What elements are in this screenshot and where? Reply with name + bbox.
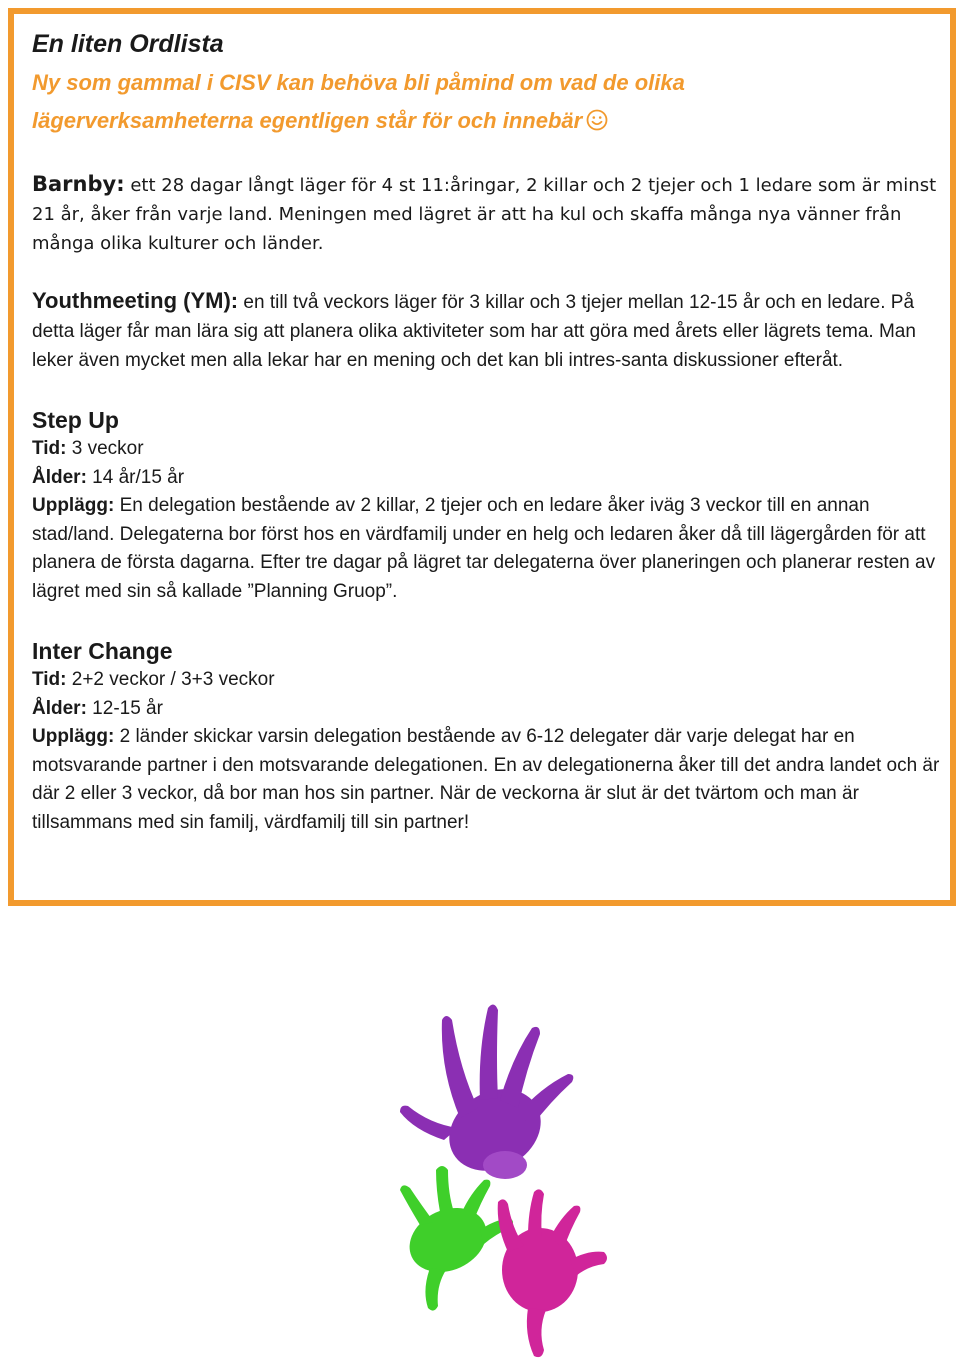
smiley-icon [586,109,608,131]
glossary-frame [8,8,956,906]
interchange-upplagg [32,723,940,837]
stepup-tid [32,435,940,464]
subtitle-line-1: Ny som gammal i CISV kan behöva bli påmind om vad de olika [32,70,685,95]
interchange-heading: Inter Change [32,638,173,664]
stepup-alder-label: Ålder: [32,466,87,488]
stepup-tid-value: 3 veckor [66,438,144,459]
youthmeeting-label: Youthmeeting (YM): [32,288,239,313]
purple-handprint [400,1004,573,1186]
stepup-alder [32,464,940,493]
stepup-upplagg-label: Upplägg: [32,495,115,516]
interchange-tid-label: Tid: [32,669,67,690]
subtitle [32,64,940,140]
youthmeeting-paragraph [32,286,940,375]
interchange-tid [32,666,940,695]
green-handprint [400,1166,513,1311]
stepup-upplagg-value: En delegation bestående av 2 killar, 2 tjejer och en ledare åker iväg 3 veckor till en annan stad/land. Delegaterna bor först hos en värdfamilj under en helg och ledaren åker då till lägergården för att planera de första dagarna. Efter tre dagar på lägret tar delegaterna över planeringen och planerar resten av lägret med sin så kallade ”Planning Gruop”. [32,495,936,602]
youthmeeting-text: en till två veckors läger för 3 killar och 3 tjejer mellan 12-15 år och en ledare. På detta läger får man lära sig att planera olika aktiviteter som har att göra med årets eller lägrets tema. Man leker även mycket men alla lekar har en mening och det kan bli intres-santa diskussioner efteråt. [32,292,916,371]
barnby-paragraph [32,170,940,258]
interchange-alder-label: Ålder: [32,697,87,719]
barnby-text: ett 28 dagar långt läger för 4 st 11:åringar, 2 killar och 2 tjejer och 1 ledare som är minst 21 år, åker från varje land. Meningen med lägret är att ha kul och skaffa många nya vänner från många olika kulturer och länder. [32,175,937,254]
stepup-alder-value: 14 år/15 år [86,466,185,488]
barnby-label: Barnby: [32,172,125,196]
handprints-illustration [400,990,610,1360]
interchange-upplagg-label: Upplägg: [32,726,115,747]
glossary-content [32,24,940,837]
subtitle-line-2: lägerverksamheterna egentligen står för och innebär [32,108,583,133]
magenta-handprint [498,1189,607,1357]
stepup-upplagg [32,492,940,606]
interchange-alder-value: 12-15 år [86,697,163,719]
interchange-alder [32,695,940,724]
page-title: En liten Ordlista [32,30,224,58]
interchange-tid-value: 2+2 veckor / 3+3 veckor [66,669,275,690]
interchange-upplagg-value: 2 länder skickar varsin delegation bestående av 6-12 delegater där varje delegat har en motsvarande partner i den motsvarande delegationen. En av delegationerna åker till det andra landet och är där 2 eller 3 veckor, då bor man hos sin partner. När de veckorna är slut är det tvärtom och man är tillsammans med sin familj, värdfamilj till sin partner! [32,726,940,833]
stepup-heading: Step Up [32,407,119,433]
stepup-tid-label: Tid: [32,438,67,459]
